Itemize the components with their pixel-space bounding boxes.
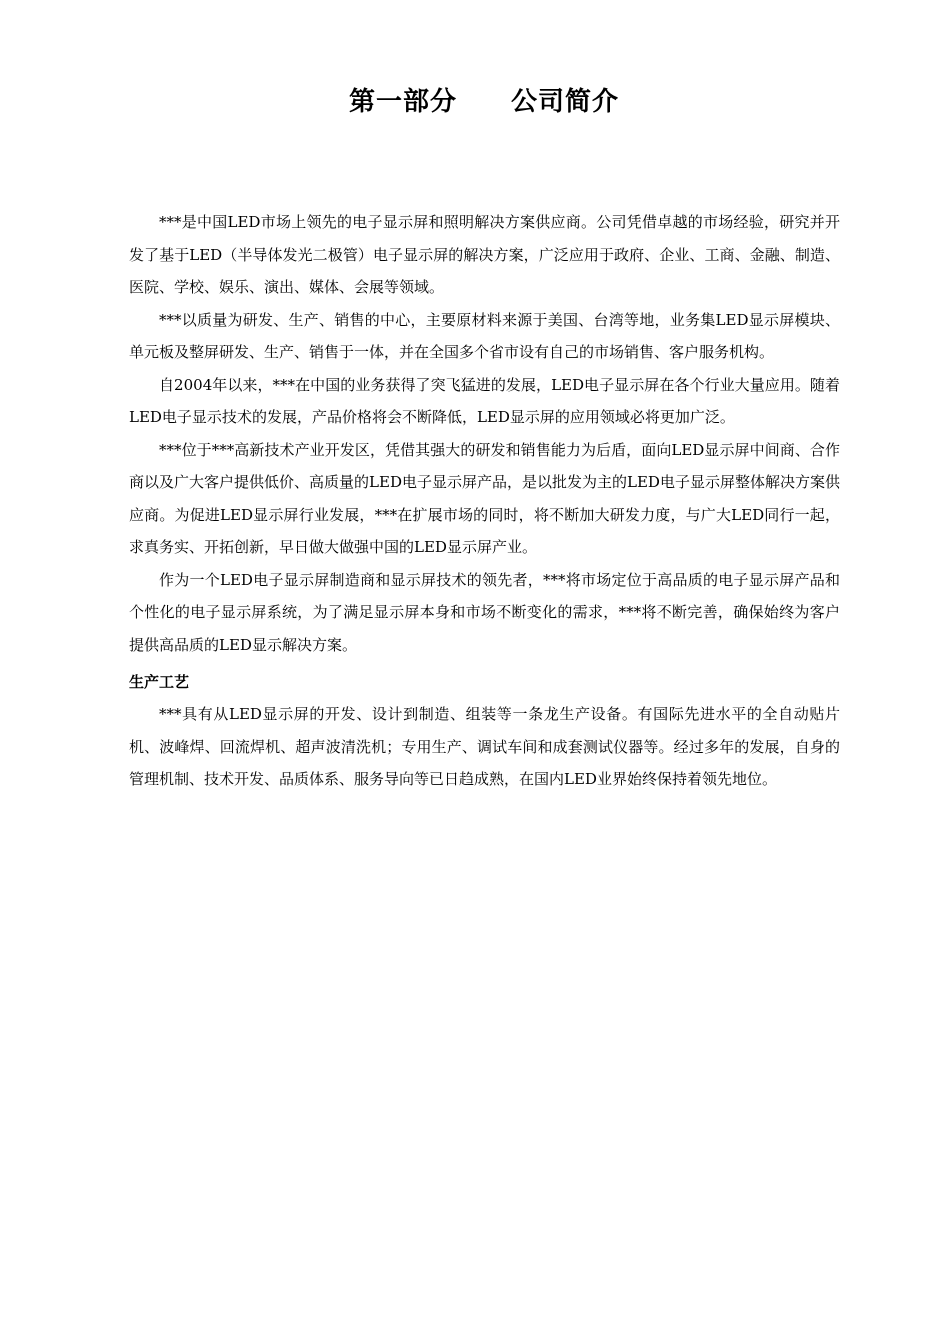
production-paragraph: ***具有从LED显示屏的开发、设计到制造、组装等一条龙生产设备。有国际先进水平的全自动贴片机、波峰焊、回流焊机、超声波清洗机；专用生产、调试车间和成套测试仪器等。经过多年的发展，自身的管理机制、技术开发、品质体系、服务导向等已日趋成熟，在国内LED业界始终保持着领先地位。 xyxy=(129,705,840,788)
section-heading-production: 生产工艺 xyxy=(129,673,190,691)
intro-paragraph-2: ***以质量为研发、生产、销售的中心，主要原材料来源于美国、台湾等地，业务集LED显示屏模块、单元板及整屏研发、生产、销售于一体，并在全国多个省市设有自己的市场销售、客户服务机构。 xyxy=(129,310,840,361)
intro-paragraph-3: 自2004年以来，***在中国的业务获得了突飞猛进的发展，LED电子显示屏在各个行业大量应用。随着LED电子显示技术的发展，产品价格将会不断降低，LED显示屏的应用领域必将更加广泛。 xyxy=(129,375,840,426)
intro-paragraph-4: ***位于***高新技术产业开发区，凭借其强大的研发和销售能力为后盾，面向LED显示屏中间商、合作商以及广大客户提供低价、高质量的LED电子显示屏产品，是以批发为主的LED电子显示屏整体解决方案供应商。为促进LED显示屏行业发展，***在扩展市场的同时，将不断加大研发力度，与广大LED同行一起，求真务实、开拓创新，早日做大做强中国的LED显示屏产业。 xyxy=(129,440,840,556)
document-body xyxy=(129,206,840,796)
page-title: 第一部分 公司简介 xyxy=(348,87,619,117)
intro-paragraph-5: 作为一个LED电子显示屏制造商和显示屏技术的领先者，***将市场定位于高品质的电子显示屏产品和个性化的电子显示屏系统，为了满足显示屏本身和市场不断变化的需求，***将不断完善，确保始终为客户提供高品质的LED显示解决方案。 xyxy=(129,570,840,654)
intro-paragraph-1: ***是中国LED市场上领先的电子显示屏和照明解决方案供应商。公司凭借卓越的市场经验，研究并开发了基于LED（半导体发光二极管）电子显示屏的解决方案，广泛应用于政府、企业、工商、金融、制造、医院、学校、娱乐、演出、媒体、会展等领域。 xyxy=(129,213,840,296)
